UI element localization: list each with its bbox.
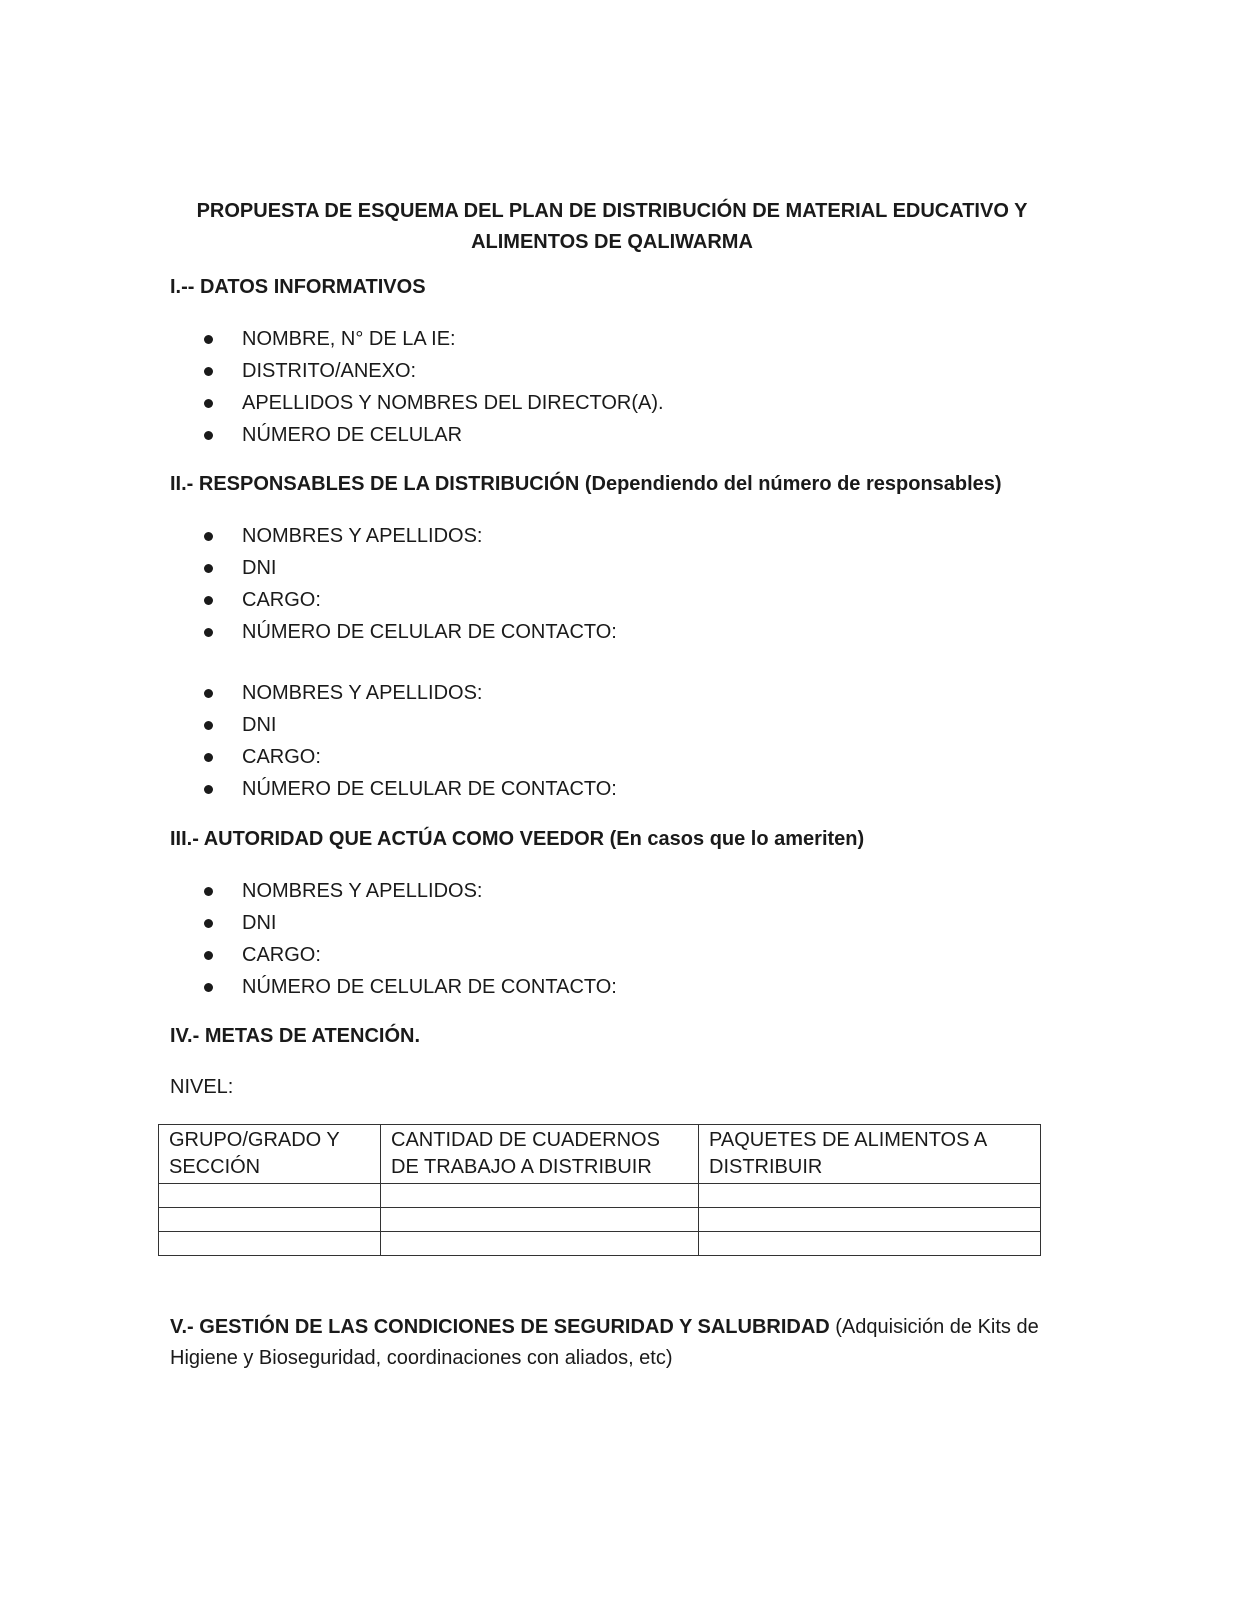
section-5: [170, 1312, 1050, 1374]
table-cell: [159, 1184, 381, 1208]
table-cell: [381, 1232, 699, 1256]
table-header-row: [159, 1125, 1041, 1184]
list-item: DNI: [0, 709, 617, 741]
metas-table: [158, 1124, 1041, 1256]
list-item: NÚMERO DE CELULAR DE CONTACTO:: [0, 773, 617, 805]
table-cell: [699, 1208, 1041, 1232]
list-item: NOMBRES Y APELLIDOS:: [0, 520, 617, 552]
section-2-heading: [170, 473, 1002, 496]
list-item: NÚMERO DE CELULAR DE CONTACTO:: [0, 971, 617, 1003]
table-cell: [699, 1184, 1041, 1208]
column-header: GRUPO/GRADO Y SECCIÓN: [159, 1125, 381, 1184]
document-title: PROPUESTA DE ESQUEMA DEL PLAN DE DISTRIBUCIÓN DE MATERIAL EDUCATIVO Y ALIMENTOS DE QALIWARMA: [196, 200, 1028, 253]
list-item: DNI: [0, 907, 617, 939]
table-cell: [381, 1208, 699, 1232]
section-4-heading: IV.- METAS DE ATENCIÓN.: [170, 1025, 421, 1047]
list-item: DISTRITO/ANEXO:: [0, 355, 664, 387]
table-cell: [159, 1232, 381, 1256]
list-item: CARGO:: [0, 741, 617, 773]
table-row: [159, 1184, 1041, 1208]
table-row: [159, 1208, 1041, 1232]
section-3-title: III.- AUTORIDAD QUE ACTÚA COMO VEEDOR: [170, 828, 605, 850]
list-item: NOMBRE, N° DE LA IE:: [0, 323, 664, 355]
section-1-list: [0, 323, 664, 451]
section-2-list-1: [0, 520, 617, 648]
section-3-heading: [170, 828, 864, 851]
list-item: NÚMERO DE CELULAR DE CONTACTO:: [0, 616, 617, 648]
list-item: NOMBRES Y APELLIDOS:: [0, 875, 617, 907]
section-1-heading: I.-- DATOS INFORMATIVOS: [170, 276, 426, 298]
section-2-title: II.- RESPONSABLES DE LA DISTRIBUCIÓN: [170, 473, 580, 495]
section-2-list-2: [0, 677, 617, 805]
table-cell: [699, 1232, 1041, 1256]
table-row: [159, 1232, 1041, 1256]
column-header: PAQUETES DE ALIMENTOS A DISTRIBUIR: [699, 1125, 1041, 1184]
list-item: CARGO:: [0, 584, 617, 616]
list-item: NÚMERO DE CELULAR: [0, 419, 664, 451]
section-5-heading: V.- GESTIÓN DE LAS CONDICIONES DE SEGURIDAD Y SALUBRIDAD: [170, 1316, 830, 1338]
section-5-note: (Adquisición de Kits de Higiene y Bioseguridad, coordinaciones con aliados, etc): [170, 1316, 1039, 1369]
section-3-note: (En casos que lo ameriten): [604, 828, 865, 850]
list-item: CARGO:: [0, 939, 617, 971]
nivel-label: NIVEL:: [170, 1076, 234, 1098]
column-header: CANTIDAD DE CUADERNOS DE TRABAJO A DISTRIBUIR: [381, 1125, 699, 1184]
section-3-list: [0, 875, 617, 1003]
list-item: NOMBRES Y APELLIDOS:: [0, 677, 617, 709]
list-item: DNI: [0, 552, 617, 584]
section-2-note: (Dependiendo del número de responsables): [579, 473, 1002, 495]
list-item: APELLIDOS Y NOMBRES DEL DIRECTOR(A).: [0, 387, 664, 419]
table-cell: [381, 1184, 699, 1208]
table-cell: [159, 1208, 381, 1232]
